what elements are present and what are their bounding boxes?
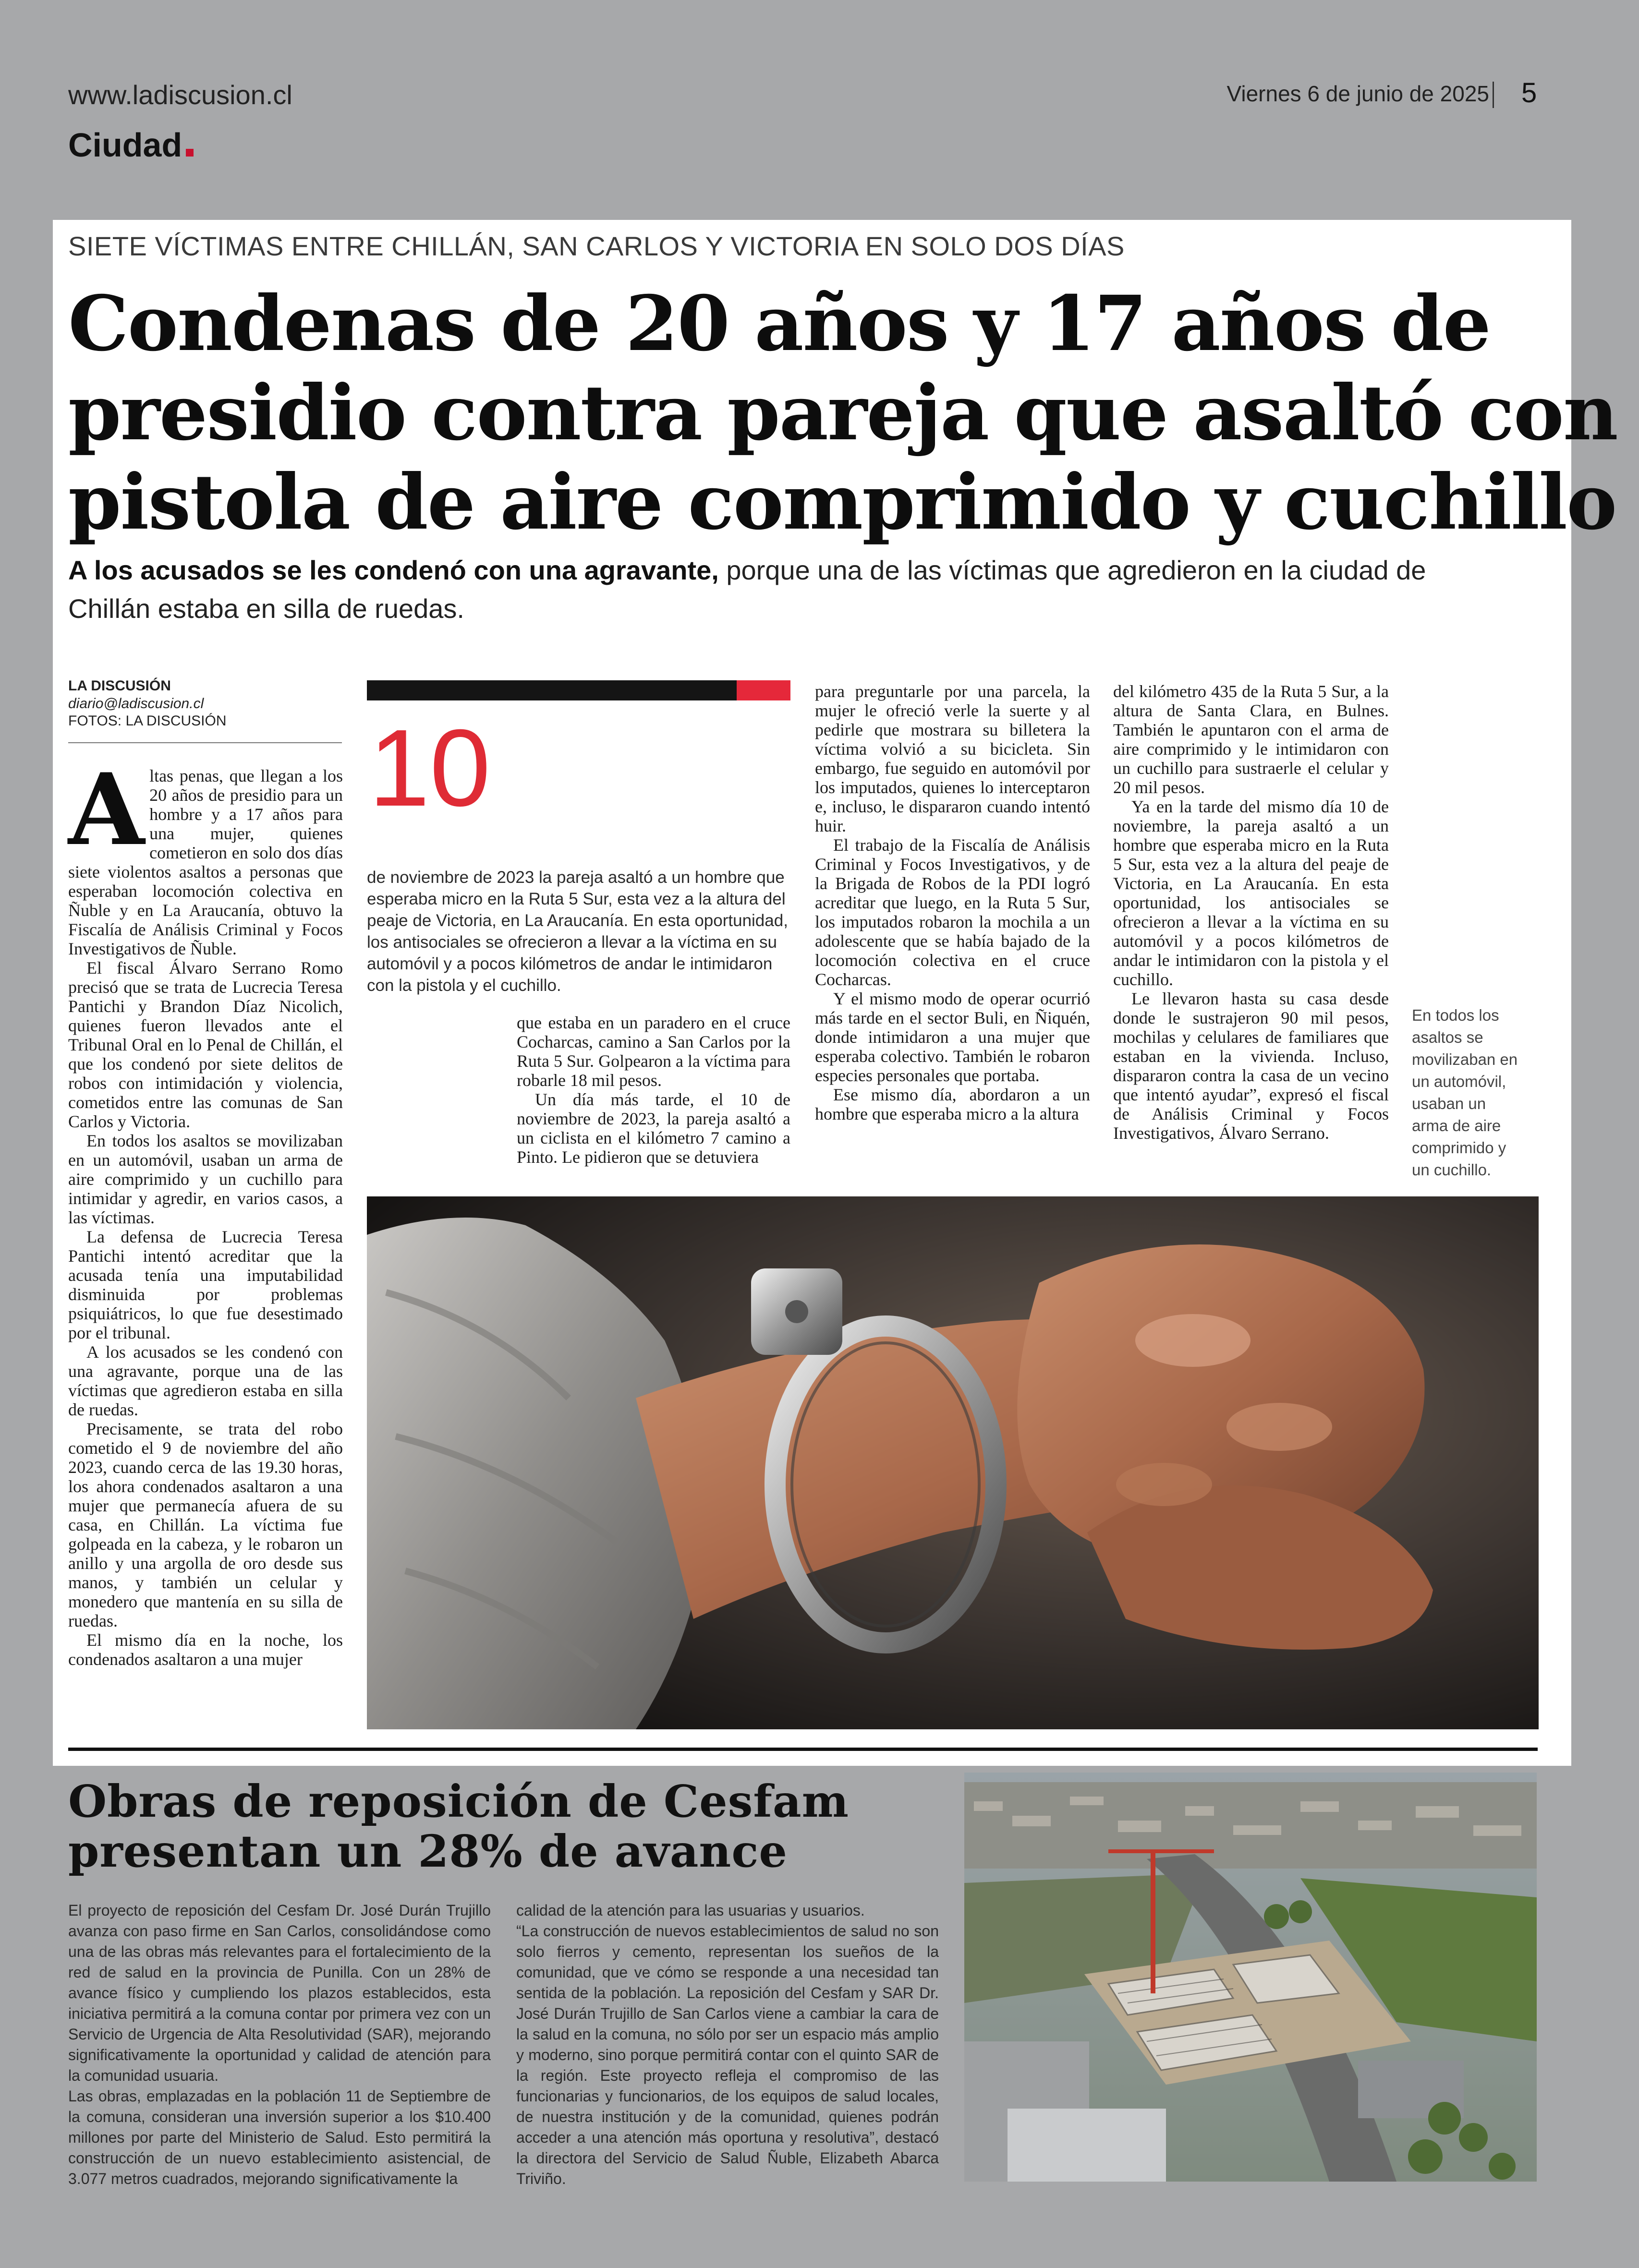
highlight-text: de noviembre de 2023 la pareja asaltó a un hombre que esperaba micro en la Ruta 5 Sur, esta vez a la altura del peaje de Victoria, en La Araucanía. En esta oportunidad, los antisociales se ofrecieron a llevar a la víctima en su automóvil y a pocos kilómetros de andar le intimidaron con la pistola y el cuchillo. [367,868,788,995]
article-kicker: SIETE VÍCTIMAS ENTRE CHILLÁN, SAN CARLOS Y VICTORIA EN SOLO DOS DÍAS [68,231,1125,261]
handcuffs-illustration [367,1196,1539,1729]
secondary-headline [68,1776,981,1876]
paragraph: Ese mismo día, abordaron a un hombre que esperaba micro a la altura [815,1085,1090,1123]
article-column-4 [1113,682,1389,1143]
highlight-bar-accent [737,680,790,700]
drop-cap: A [68,752,145,868]
paragraph: Precisamente, se trata del robo cometido el 9 de noviembre del año 2023, cuando cerca de las 19.30 horas, los ahora condenados asaltaron a una mujer que permanecía afuera de su casa, en Chillán. La víctima fue golpeada en la cabeza, y le robaron un anillo y una argolla de oro desde sus manos, y también un celular y monedero que mantenía en su silla de ruedas. [68,1419,343,1630]
page-number: 5 [1521,77,1537,109]
photo-caption: En todos los asaltos se movilizaban en un automóvil, usaban un arma de aire comprimido y un cuchillo. [1412,1006,1518,1179]
paragraph: El mismo día en la noche, los condenados asaltaron a una mujer [68,1630,343,1669]
article-column-1 [68,752,343,1669]
headline-line: presidio contra pareja que asaltó con [68,369,1617,458]
handcuffs-photo [367,1196,1539,1729]
paragraph: que estaba en un paradero en el cruce Cocharcas, camino a San Carlos por la Ruta 5 Sur. Golpearon a la víctima para robarle 18 mil pesos. [517,1013,790,1090]
secondary-headline-line: Obras de reposición de Cesfam [68,1775,849,1827]
byline-org: LA DISCUSIÓN [68,678,171,694]
secondary-column-1 [68,1900,491,2189]
headline-line: Condenas de 20 años y 17 años de [68,279,1490,368]
site-url[interactable]: www.ladiscusion.cl [68,80,292,110]
paragraph: La defensa de Lucrecia Teresa Pantichi intentó acreditar que la acusada tenía una imputabilidad disminuida por problemas psiquiátricos, lo que fue desestimado por el tribunal. [68,1227,343,1342]
byline-photos: FOTOS: LA DISCUSIÓN [68,713,227,729]
construction-aerial-photo [964,1773,1537,2182]
aerial-illustration [964,1773,1537,2182]
paragraph: calidad de la atención para las usuarias y usuarios. [516,1902,865,1919]
paragraph: ltas penas, que llegan a los 20 años de presidio para un hombre y a 17 años para una mujer, quienes cometieron en solo dos días siete violentos asaltos a personas que esperaban locomoción colectiva en Ñuble y en La Araucanía, obtuvo la Fiscalía de Análisis Criminal y Focos Investigativos de Ñuble. [68,766,343,958]
paragraph: Las obras, emplazadas en la población 11 de Septiembre de la comuna, consideran una inversión superior a los $10.400 millones por parte del Ministerio de Salud. Esto permitirá la construcción de un nuevo establecimiento asistencial, de 3.077 metros cuadrados, mejorando significativamente la [68,2087,491,2187]
paragraph: En todos los asaltos se movilizaban en un automóvil, usaban un arma de aire comprimido y un cuchillo para intimidar y agredir, en varios casos, a las víctimas. [68,1131,343,1227]
section-label: Ciudad [68,126,182,164]
byline [68,677,227,730]
article-column-3 [815,682,1090,1123]
paragraph: Un día más tarde, el 10 de noviembre de 2023, la pareja asaltó a un ciclista en el kilómetro 7 camino a Pinto. Le pidieron que se detuviera [517,1090,790,1167]
header-separator [1493,82,1494,108]
byline-rule [68,742,342,743]
paragraph: A los acusados se les condenó con una agravante, porque una de las víctimas que agredieron estaba en silla de ruedas. [68,1342,343,1419]
paragraph: Le llevaron hasta su casa desde donde le sustrajeron 90 mil pesos, mochilas y celulares de familiares que estaban en la vivienda. Incluso, dispararon contra la casa de un vecino que intentó ayudar”, expresó el fiscal de Análisis Criminal y Focos Investigativos, Álvaro Serrano. [1113,989,1389,1143]
secondary-headline-line: presentan un 28% de avance [68,1825,788,1877]
highlight-number: 10 [369,707,491,829]
headline-line: pistola de aire comprimido y cuchillo [68,458,1616,547]
highlight-bar [367,680,737,700]
byline-email[interactable]: diario@ladiscusion.cl [68,696,204,712]
lead-text: porque una de las víctimas que agredieron en la ciudad de Chillán estaba en silla de ruedas. [68,555,1426,624]
section-name [68,126,194,164]
paragraph: Y el mismo modo de operar ocurrió más tarde en el sector Buli, en Ñiquén, donde intimidaron a una mujer que esperaba colectivo. También le robaron especies personales que portaba. [815,989,1090,1085]
paragraph: Ya en la tarde del mismo día 10 de noviembre, la pareja asaltó a un hombre que esperaba micro en la Ruta 5 Sur, esta vez a la altura del peaje de Victoria, en La Araucanía. En esta oportunidad, los antisociales se ofrecieron a llevar a la víctima en su automóvil y a pocos kilómetros de andar le intimidaron con la pistola y el cuchillo. [1113,797,1389,989]
article-headline [68,279,1617,547]
paragraph: “La construcción de nuevos establecimientos de salud no son solo fierros y cemento, representan los sueños de la comunidad, que ve cómo se responde a una necesidad tan sentida de la población. La reposición del Cesfam y SAR Dr. José Durán Trujillo de San Carlos viene a cambiar la cara de la salud en la comuna, no sólo por ser un espacio más amplio y moderno, sino porque permitirá contar con el quinto SAR de la región. Este proyecto refleja el compromiso de las funcionarias y funcionarios, de los equipos de salud locales, de nuestra institución y de la comunidad, quienes podrán acceder a una atención más oportuna y resolutiva”, destacó la directora del Servicio de Salud Ñuble, Elizabeth Abarca Triviño. [516,1922,939,2187]
paragraph: El fiscal Álvaro Serrano Romo precisó que se trata de Lucrecia Teresa Pantichi y Brandon Díaz Nicolich, quienes fueron llevados ante el Tribunal Oral en lo Penal de Chillán, el que los condenó por siete delitos de robos con intimidación y violencia, cometidos entre las comunas de San Carlos y Victoria. [68,958,343,1131]
issue-date: Viernes 6 de junio de 2025 [1226,81,1489,106]
secondary-column-2 [516,1900,939,2189]
article-lead [68,551,1499,628]
paragraph: El trabajo de la Fiscalía de Análisis Criminal y Focos Investigativos, y de la Brigada de Robos de la PDI logró acreditar que luego, en la Ruta 5 Sur, los imputados robaron la mochila a un adolescente que se había bajado de la locomoción colectiva en el cruce Cocharcas. [815,835,1090,989]
section-dot [186,149,194,157]
paragraph: del kilómetro 435 de la Ruta 5 Sur, a la altura de Santa Clara, en Bulnes. También le apuntaron con el arma de aire comprimido y le intimidaron con un cuchillo para sustraerle el celular y 20 mil pesos. [1113,682,1389,797]
lead-bold: A los acusados se les condenó con una agravante, [68,555,719,585]
paragraph: El proyecto de reposición del Cesfam Dr. José Durán Trujillo avanza con paso firme en San Carlos, consolidándose como una de las obras más relevantes para el fortalecimiento de la red de salud en la provincia de Punilla. Con un 28% de avance físico y cumpliendo los plazos establecidos, esta iniciativa permitirá a la comuna contar por primera vez con un Servicio de Urgencia de Alta Resolutividad (SAR), mejorando significativamente la oportunidad y calidad de atención para la comunidad usuaria. [68,1902,491,2084]
paragraph: para preguntarle por una parcela, la mujer le ofreció verle la suerte y al pedirle que mostrara su billetera la víctima volvió a su bicicleta. Sin embargo, fue seguido en automóvil por los imputados, quienes lo interceptaron e, incluso, le dispararon cuando intentó huir. [815,682,1090,835]
article-column-2 [517,1013,790,1167]
section-divider [68,1748,1538,1751]
